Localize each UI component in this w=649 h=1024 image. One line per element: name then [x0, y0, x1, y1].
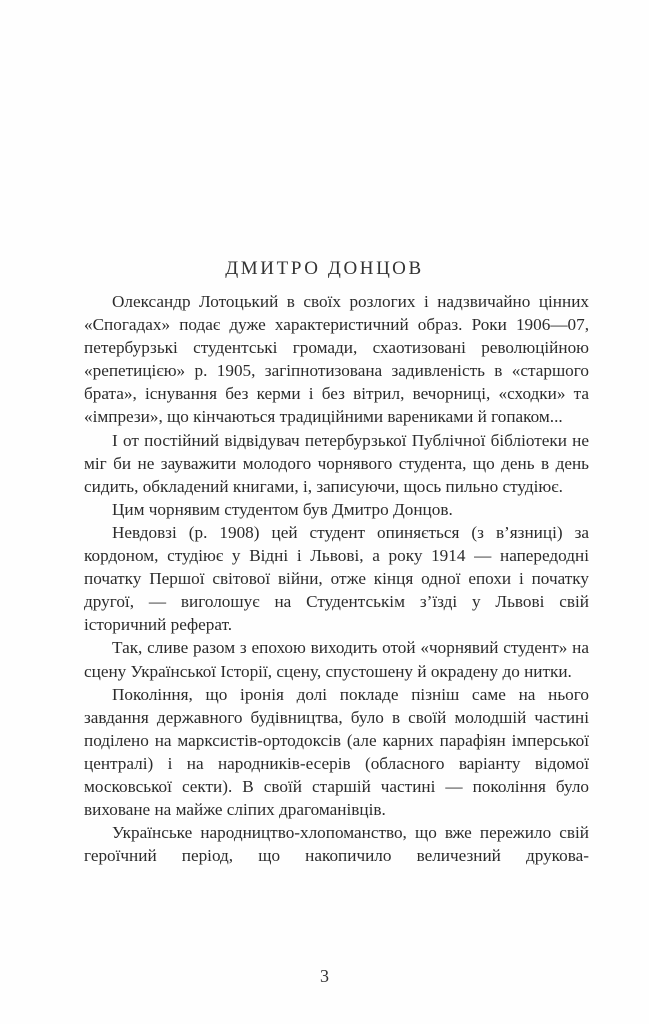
paragraph: Так, сливе разом з епохою виходить отой «чорнявий студент» на сцену Української Історії, сцену, спустошену й окрадену до нитки.: [84, 638, 589, 681]
paragraph: І от постійний відвідувач петербурзької Публічної бібліотеки не міг би не зауважити молодого чорнявого студента, що день в день сидить, обкладений книгами, і, записуючи, щось пильно студіює.: [84, 430, 589, 496]
paragraph: Українське народництво-хлопоманство, що вже пережило свій героїчний період, що накопичило величезний друкова-: [84, 823, 589, 866]
page-number: 3: [320, 966, 329, 986]
body-text: [84, 290, 589, 867]
paragraph: Покоління, що іронія долі покладе пізніш саме на нього завдання державного будівництва, було в своїй молодшій частині поділено на марксистів-ортодоксів (але карних парафіян імперської централі) і на народників-есерів (обласного варіанту відомої московської секти). В своїй старшій частині — покоління було виховане на майже сліпих драгоманівців.: [84, 684, 589, 820]
paragraph: Цим чорнявим студентом був Дмитро Донцов.: [112, 499, 453, 519]
paragraph: Олександр Лотоцький в своїх розлогих і надзвичайно цінних «Спогадах» подає дуже характеристичний образ. Роки 1906—07, петербурзькі студентські громади, схаотизовані революційною «репетицією» р. 1905, загіпнотизована задивленість в «старшого брата», існування без керми і без вітрил, вечорниці, «сходки» та «імпрези», що кінчаються традиційними варениками й гопаком...: [84, 292, 589, 427]
paragraph: Невдовзі (р. 1908) цей студент опиняється (з в’язниці) за кордоном, студіює у Відні і Львові, а року 1914 — напередодні початку Першої світової війни, отже кінця одної епохи і початку другої, — виголошує на Студентськім з’їзді у Львові свій історичний реферат.: [84, 522, 589, 635]
chapter-title: ДМИТРО ДОНЦОВ: [225, 258, 424, 279]
